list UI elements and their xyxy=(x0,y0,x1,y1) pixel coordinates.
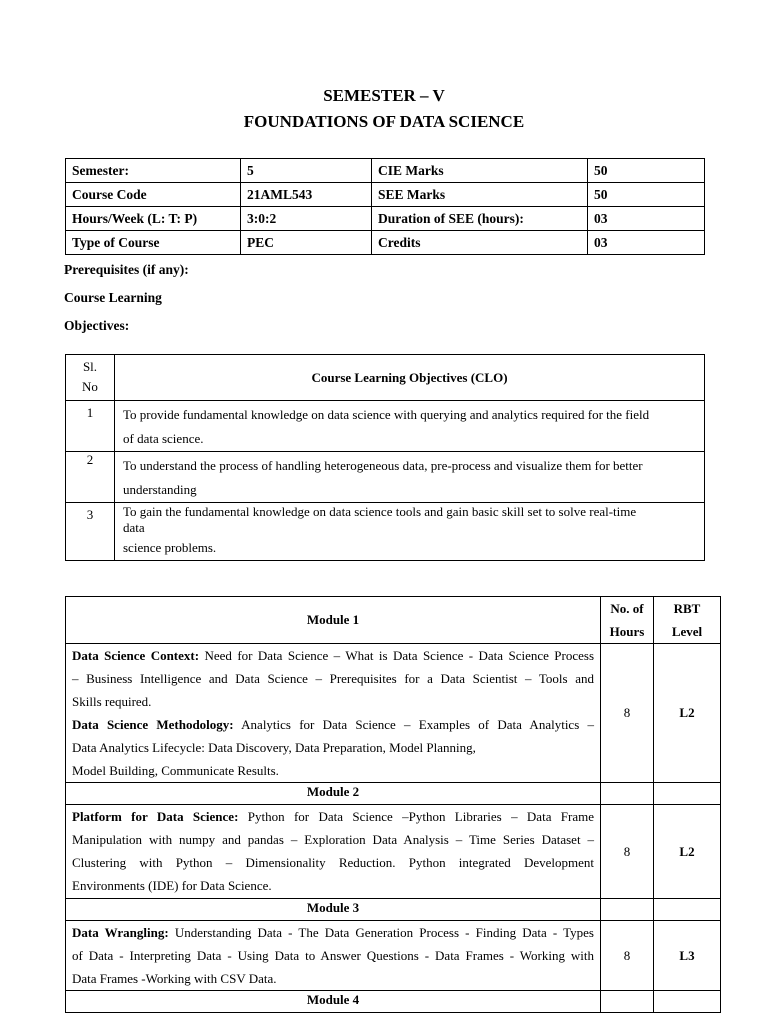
empty-cell xyxy=(601,991,654,1013)
topic-text: Understanding Data - The Data Generation Process - Finding Data - Types xyxy=(174,925,594,940)
content-line: Environments (IDE) for Data Science. xyxy=(72,878,272,893)
module-2-content xyxy=(66,805,601,899)
info-cell: 50 xyxy=(588,159,705,183)
module-1-hours: 8 xyxy=(601,644,654,783)
topic-heading: Data Wrangling: xyxy=(72,925,169,940)
topic-heading: Platform for Data Science: xyxy=(72,809,239,824)
info-cell: Semester: xyxy=(66,159,241,183)
content-line xyxy=(72,644,594,667)
content-line: Data Frames -Working with CSV Data. xyxy=(72,971,277,986)
topic-text: Analytics for Data Science – Examples of Data Analytics – xyxy=(241,717,594,732)
info-cell: Hours/Week (L: T: P) xyxy=(66,207,241,231)
objectives-label: Objectives: xyxy=(64,318,130,333)
content-line: Model Building, Communicate Results. xyxy=(72,763,279,778)
table-row xyxy=(66,503,705,561)
table-row xyxy=(66,159,705,183)
table-row xyxy=(66,355,705,401)
clo-table xyxy=(65,354,705,561)
rbt-header-line: Level xyxy=(671,624,703,639)
module-3-header: Module 3 xyxy=(66,899,601,921)
clo-text xyxy=(115,401,705,452)
hours-header xyxy=(601,597,654,644)
topic-heading: Data Science Methodology: xyxy=(72,717,234,732)
clo-line: To understand the process of handling heterogeneous data, pre-process and visualize them for better xyxy=(123,458,643,473)
table-row xyxy=(66,991,721,1013)
rbt-header xyxy=(654,597,721,644)
info-cell: 03 xyxy=(588,207,705,231)
table-row xyxy=(66,401,705,452)
info-cell: PEC xyxy=(241,231,372,255)
clo-line: To provide fundamental knowledge on data science with querying and analytics required for the field xyxy=(123,407,650,422)
table-row xyxy=(66,452,705,503)
hours-header-line: Hours xyxy=(609,624,645,639)
course-learning-label: Course Learning xyxy=(64,290,162,305)
module-1-header: Module 1 xyxy=(66,597,601,644)
table-row xyxy=(66,597,721,644)
info-cell: 21AML543 xyxy=(241,183,372,207)
no-header-line: No xyxy=(82,379,98,394)
clo-line: of data science. xyxy=(123,431,204,446)
table-row xyxy=(66,783,721,805)
clo-line: To gain the fundamental knowledge on data science tools and gain basic skill set to solve real-time xyxy=(123,504,637,519)
empty-cell xyxy=(601,783,654,805)
module-1-content xyxy=(66,644,601,783)
info-cell: SEE Marks xyxy=(372,183,588,207)
clo-text xyxy=(115,503,705,561)
sl-header-line: Sl. xyxy=(82,359,98,374)
content-line: – Business Intelligence and Data Science – Prerequisites for a Data Scientist – Tools and xyxy=(72,671,594,686)
info-cell: 3:0:2 xyxy=(241,207,372,231)
empty-cell xyxy=(654,991,721,1013)
content-line: of Data - Interpreting Data - Using Data to Answer Questions - Data Frames - Working with xyxy=(72,948,594,963)
table-row xyxy=(66,231,705,255)
info-cell: 50 xyxy=(588,183,705,207)
rbt-header-line: RBT xyxy=(673,601,701,616)
module-1-level: L2 xyxy=(654,644,721,783)
content-line: Manipulation with numpy and pandas – Exploration Data Analysis – Time Series Dataset – xyxy=(72,832,594,847)
course-title: FOUNDATIONS OF DATA SCIENCE xyxy=(243,112,525,131)
table-row xyxy=(66,899,721,921)
clo-line: data xyxy=(123,520,145,535)
hours-header-line: No. of xyxy=(610,601,644,616)
topic-heading: Data Science Context: xyxy=(72,648,200,663)
module-table xyxy=(65,596,721,1013)
clo-line: understanding xyxy=(123,482,197,497)
clo-number: 1 xyxy=(66,401,115,452)
content-line: Clustering with Python – Dimensionality Reduction. Python integrated Development xyxy=(72,855,594,870)
content-line: Data Analytics Lifecycle: Data Discovery, Data Preparation, Model Planning, xyxy=(72,740,476,755)
empty-cell xyxy=(601,899,654,921)
info-cell: Course Code xyxy=(66,183,241,207)
module-2-header: Module 2 xyxy=(66,783,601,805)
module-4-header: Module 4 xyxy=(66,991,601,1013)
info-cell: Credits xyxy=(372,231,588,255)
content-line xyxy=(72,713,594,736)
table-row xyxy=(66,207,705,231)
table-row xyxy=(66,644,721,783)
semester-title: SEMESTER – V xyxy=(323,86,445,105)
sl-no-header xyxy=(66,355,115,401)
module-3-content xyxy=(66,921,601,991)
module-3-hours: 8 xyxy=(601,921,654,991)
content-line: Skills required. xyxy=(72,694,152,709)
module-2-level: L2 xyxy=(654,805,721,899)
prerequisites-label: Prerequisites (if any): xyxy=(64,262,189,277)
clo-number: 2 xyxy=(66,452,115,503)
empty-cell xyxy=(654,783,721,805)
module-2-hours: 8 xyxy=(601,805,654,899)
info-cell: Duration of SEE (hours): xyxy=(372,207,588,231)
module-3-level: L3 xyxy=(654,921,721,991)
content-line xyxy=(72,805,594,828)
course-info-table xyxy=(65,158,705,255)
info-cell: Type of Course xyxy=(66,231,241,255)
info-cell: 03 xyxy=(588,231,705,255)
empty-cell xyxy=(654,899,721,921)
info-cell: CIE Marks xyxy=(372,159,588,183)
table-row xyxy=(66,183,705,207)
content-line xyxy=(72,921,594,944)
table-row xyxy=(66,805,721,899)
info-cell: 5 xyxy=(241,159,372,183)
topic-text: Need for Data Science – What is Data Science - Data Science Process xyxy=(204,648,595,663)
table-row xyxy=(66,921,721,991)
clo-line: science problems. xyxy=(123,540,217,555)
clo-header: Course Learning Objectives (CLO) xyxy=(115,355,705,401)
clo-number: 3 xyxy=(66,503,115,561)
clo-text xyxy=(115,452,705,503)
topic-text: Python for Data Science –Python Libraries – Data Frame xyxy=(247,809,595,824)
